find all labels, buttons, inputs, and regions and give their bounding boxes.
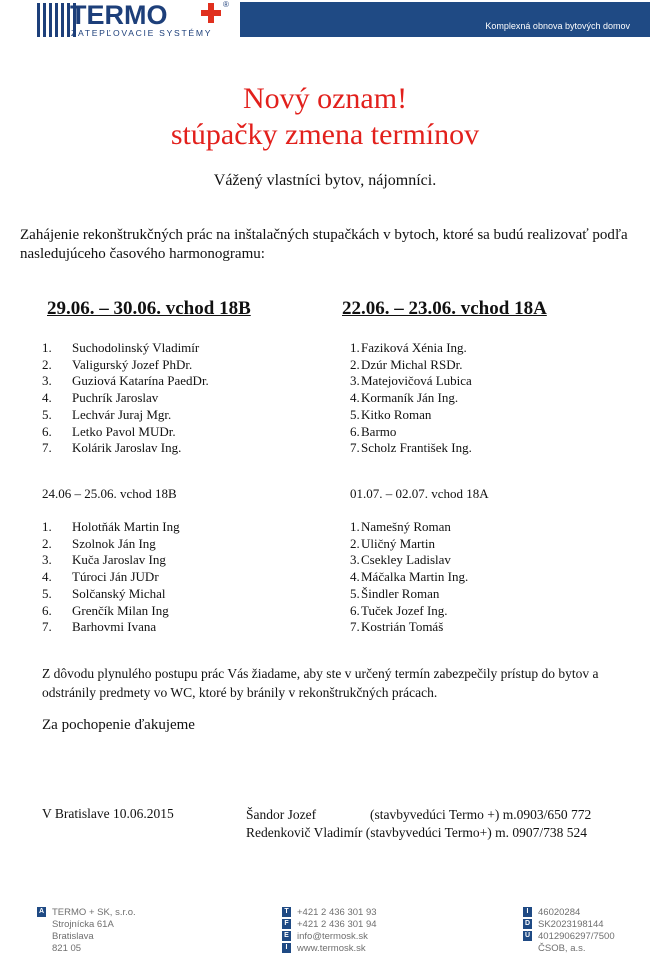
address-label-icon: A (38, 908, 45, 915)
list-item: 3. Matejovičová Lubica (350, 373, 472, 389)
schedule-list-18b-first (42, 340, 209, 457)
footer-ids: I 46020284 D SK2023198144 Ú 4012906297/7500 ČSOB, a.s. (524, 906, 615, 954)
web-label-icon: I (282, 943, 291, 953)
registered-mark: ® (223, 0, 229, 9)
list-item: 5. Šindler Roman (350, 585, 440, 601)
list-item: 6. Barmo (350, 423, 397, 439)
notice-title: Nový oznam! (242, 82, 408, 115)
logo-tagline: ZATEPĽOVACIE SYSTÉMY (71, 28, 213, 38)
list-item: 3. Guziová Katarína PaedDr. (42, 373, 209, 389)
list-item: 4. Kormaník Ján Ing. (350, 390, 459, 406)
list-item: 4. Puchrík Jaroslav (42, 390, 159, 406)
intro-paragraph: Zahájenie rekonštrukčných prác na inštalačných stupačkách v bytoch, ktoré sa budú realizovať podľa nasledujúceho časového harmonogramu: (20, 227, 628, 262)
list-item: 7. Barhovmi Ivana (42, 619, 157, 635)
list-item: 6. Grenčík Milan Ing (42, 602, 169, 618)
letterhead (0, 0, 650, 40)
list-item: 2. Szolnok Ján Ing (42, 535, 156, 551)
list-item: 2. Valigurský Jozef PhDr. (42, 356, 193, 372)
list-item: 6. Letko Pavol MUDr. (42, 423, 176, 439)
thanks-line: Za pochopenie ďakujeme (42, 717, 195, 733)
list-item: 3. Kuča Jaroslav Ing (42, 552, 166, 568)
schedule-heading-18b-second: 24.06 – 25.06. vchod 18B (42, 486, 177, 501)
contact-role: (stavbyvedúci Termo+) m. 0907/738 524 (365, 825, 587, 840)
header-banner (240, 2, 650, 37)
schedule-list-18a-second (350, 519, 468, 636)
list-item: 7. Scholz František Ing. (350, 440, 472, 456)
dic-label-icon: D (524, 920, 531, 927)
list-item: 2. Dzúr Michal RSDr. (350, 356, 463, 372)
schedule-list-18b-second (42, 519, 180, 636)
email-label-icon: E (282, 931, 291, 941)
footer-phones: T +421 2 436 301 93 F +421 2 436 301 94 E info@termosk.sk I www.termosk.sk (282, 906, 377, 954)
list-item: 7. Kolárik Jaroslav Ing. (42, 440, 182, 456)
list-item: 5. Lechvár Juraj Mgr. (42, 406, 172, 422)
list-item: 5. Kitko Roman (350, 406, 432, 422)
contact-name: Redenkovič Vladimír (246, 825, 363, 840)
list-item: 1. Namešný Roman (350, 519, 451, 534)
list-item: 1. Faziková Xénia Ing. (350, 340, 467, 355)
list-item: 7. Kostrián Tomáš (350, 619, 444, 635)
list-item: 4. Túroci Ján JUDr (42, 569, 159, 585)
account-label-icon: Ú (524, 932, 531, 939)
list-item: 1. Suchodolinský Vladimír (42, 340, 200, 355)
phone-label-icon: T (282, 907, 291, 917)
list-item: 6. Tuček Jozef Ing. (350, 602, 448, 618)
logo-wordmark: TERMO (70, 0, 168, 30)
contact-2 (246, 824, 587, 842)
fax-label-icon: F (282, 919, 291, 929)
schedule-heading-18a-second: 01.07. – 02.07. vchod 18A (350, 486, 489, 501)
list-item: 1. Holotňák Martin Ing (42, 519, 180, 534)
footer-address: A TERMO + SK, s.r.o. Strojnícka 61A Bratislava 821 05 (38, 906, 136, 954)
contact-role: (stavbyvedúci Termo +) m.0903/650 772 (370, 807, 592, 822)
list-item: 2. Uličný Martin (350, 535, 436, 551)
notice-subtitle: stúpačky zmena termínov (170, 118, 480, 151)
footer (0, 900, 650, 960)
schedule-list-18a-first (350, 340, 472, 457)
header-slogan: Komplexná obnova bytových domov (485, 21, 630, 31)
contact-1 (246, 806, 591, 824)
place-and-date: V Bratislave 10.06.2015 (42, 806, 174, 821)
contact-name: Šandor Jozef (246, 807, 317, 822)
logo-plus-icon (201, 3, 221, 23)
schedule-heading-18b-first: 29.06. – 30.06. vchod 18B (47, 298, 251, 319)
schedule-heading-18a-first: 22.06. – 23.06. vchod 18A (342, 298, 547, 319)
list-item: 4. Máčalka Martin Ing. (350, 569, 469, 585)
salutation: Vážený vlastníci bytov, nájomníci. (213, 172, 437, 189)
web-link[interactable]: www.termosk.sk (297, 942, 366, 954)
closing-paragraph: Z dôvodu plynulého postupu prác Vás žiadame, aby ste v určený termín zabezpečily prístup do bytov a odstránily predmety vo WC, ktoré by bránily v rekonštrukčných prácach. (42, 666, 599, 700)
ico-label-icon: I (523, 907, 532, 917)
list-item: 5. Solčanský Michal (42, 585, 166, 601)
list-item: 3. Csekley Ladislav (350, 552, 451, 568)
email-link[interactable]: info@termosk.sk (297, 930, 368, 942)
